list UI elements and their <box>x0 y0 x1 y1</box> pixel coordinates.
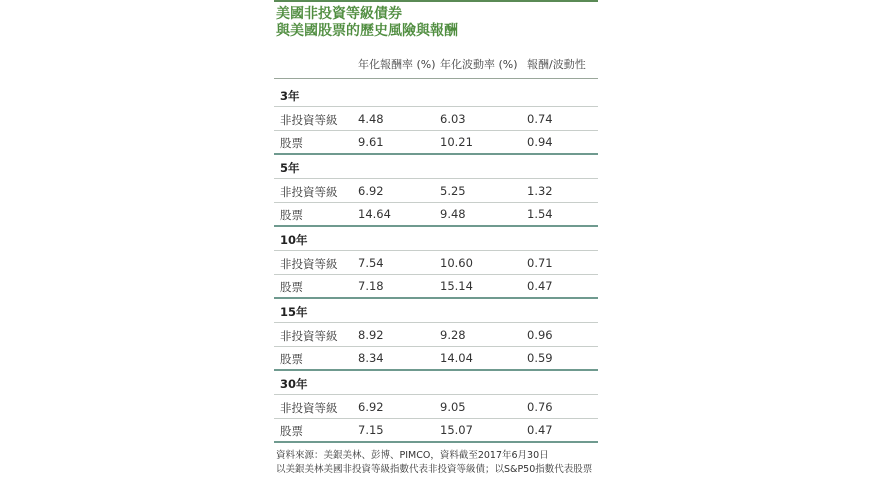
period-header-row <box>274 156 598 178</box>
annual-return: 6.92 <box>358 184 384 198</box>
row-name: 非投資等級 <box>280 401 338 415</box>
row-name: 股票 <box>280 424 303 438</box>
table-row <box>274 419 598 441</box>
annual-volatility: 10.21 <box>440 135 473 149</box>
table-title <box>276 6 598 40</box>
table-row <box>274 108 598 130</box>
row-name: 股票 <box>280 208 303 222</box>
row-divider <box>274 394 598 395</box>
annual-return: 8.34 <box>358 351 384 365</box>
return-volatility-ratio: 1.54 <box>527 207 553 221</box>
annual-return: 7.18 <box>358 279 384 293</box>
row-divider <box>274 178 598 179</box>
period-header-row <box>274 228 598 250</box>
table-row <box>274 324 598 346</box>
return-volatility-ratio: 0.71 <box>527 256 553 270</box>
section-divider <box>274 297 598 299</box>
col-header-ratio: 報酬/波動性 <box>527 58 586 71</box>
row-divider <box>274 322 598 323</box>
table-row <box>274 252 598 274</box>
annual-volatility: 5.25 <box>440 184 466 198</box>
annual-return: 4.48 <box>358 112 384 126</box>
period-label: 30年 <box>280 377 308 391</box>
section-divider <box>274 225 598 227</box>
row-name: 股票 <box>280 280 303 294</box>
table-row <box>274 347 598 369</box>
section-divider <box>274 369 598 371</box>
return-volatility-ratio: 0.47 <box>527 423 553 437</box>
annual-return: 7.15 <box>358 423 384 437</box>
annual-volatility: 9.28 <box>440 328 466 342</box>
annual-return: 6.92 <box>358 400 384 414</box>
annual-return: 14.64 <box>358 207 391 221</box>
annual-volatility: 9.05 <box>440 400 466 414</box>
footnote-source: 資料來源：美銀美林、彭博、PIMCO，資料截至2017年6月30日 <box>276 450 549 461</box>
row-name: 股票 <box>280 136 303 150</box>
title-line-2: 與美國股票的歷史風險與報酬 <box>276 23 458 39</box>
period-label: 10年 <box>280 233 308 247</box>
table-row <box>274 131 598 153</box>
period-header-row <box>274 84 598 106</box>
title-line-1: 美國非投資等級債券 <box>276 6 402 22</box>
return-volatility-ratio: 0.76 <box>527 400 553 414</box>
row-name: 非投資等級 <box>280 185 338 199</box>
row-name: 非投資等級 <box>280 257 338 271</box>
return-volatility-ratio: 0.47 <box>527 279 553 293</box>
annual-return: 9.61 <box>358 135 384 149</box>
table-row <box>274 180 598 202</box>
return-volatility-ratio: 0.59 <box>527 351 553 365</box>
annual-volatility: 6.03 <box>440 112 466 126</box>
annual-return: 8.92 <box>358 328 384 342</box>
table-row <box>274 203 598 225</box>
row-name: 非投資等級 <box>280 113 338 127</box>
period-label: 3年 <box>280 89 300 103</box>
header-rule <box>274 78 598 79</box>
top-rule <box>274 0 598 2</box>
annual-volatility: 14.04 <box>440 351 473 365</box>
col-header-return: 年化報酬率 (%) <box>358 58 436 71</box>
row-divider <box>274 106 598 107</box>
row-name: 股票 <box>280 352 303 366</box>
row-divider <box>274 250 598 251</box>
annual-volatility: 10.60 <box>440 256 473 270</box>
return-volatility-ratio: 0.96 <box>527 328 553 342</box>
annual-return: 7.54 <box>358 256 384 270</box>
section-divider <box>274 441 598 443</box>
return-volatility-ratio: 0.74 <box>527 112 553 126</box>
section-divider <box>274 153 598 155</box>
period-header-row <box>274 372 598 394</box>
annual-volatility: 9.48 <box>440 207 466 221</box>
period-label: 5年 <box>280 161 300 175</box>
period-label: 15年 <box>280 305 308 319</box>
annual-volatility: 15.14 <box>440 279 473 293</box>
footnote-index: 以美銀美林美國非投資等級指數代表非投資等級債；以S&P50指數代表股票 <box>276 464 593 475</box>
return-volatility-ratio: 0.94 <box>527 135 553 149</box>
annual-volatility: 15.07 <box>440 423 473 437</box>
col-header-volatility: 年化波動率 (%) <box>440 58 518 71</box>
table-row <box>274 275 598 297</box>
period-header-row <box>274 300 598 322</box>
table-row <box>274 396 598 418</box>
return-volatility-ratio: 1.32 <box>527 184 553 198</box>
row-name: 非投資等級 <box>280 329 338 343</box>
